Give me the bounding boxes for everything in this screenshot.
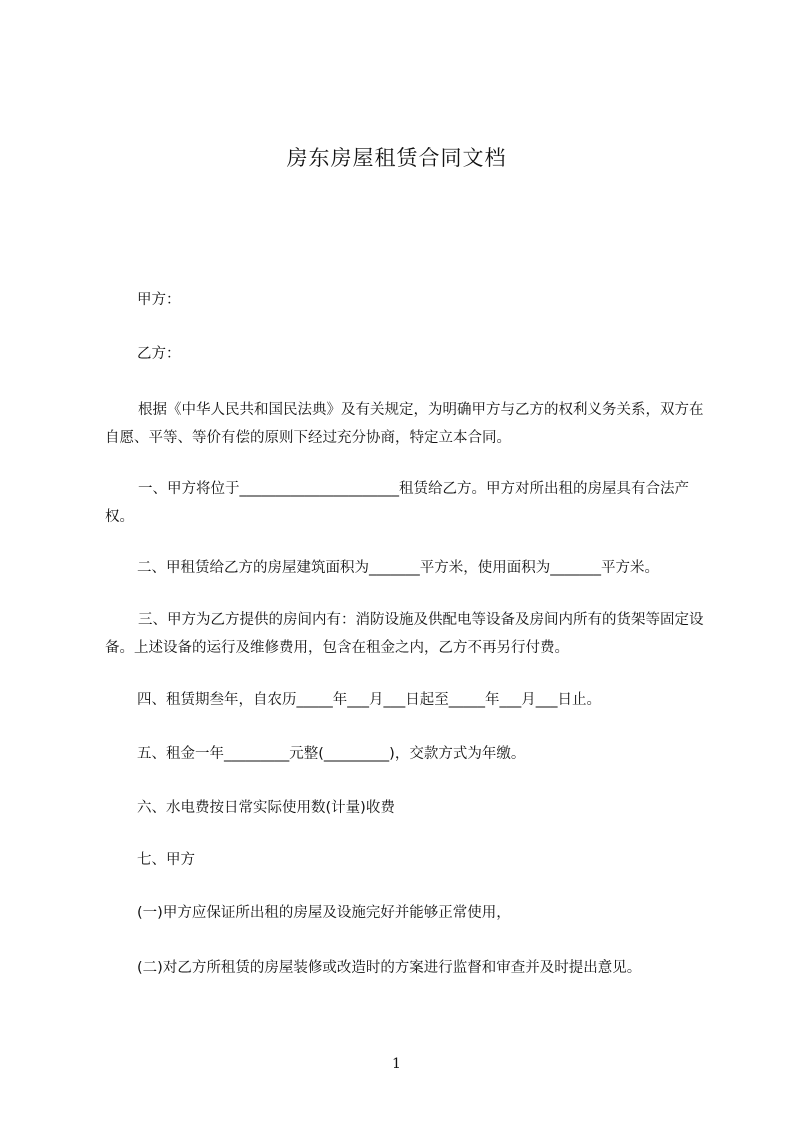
preamble-paragraph: 根据《中华人民共和国民法典》及有关规定，为明确甲方与乙方的权利义务关系，双方在自愿、平等、等价有偿的原则下经过充分协商，特定立本合同。: [105, 402, 704, 446]
clause-4-paragraph: 四、租赁期叁年，自农历_____年___月___日起至_____年___月___日止。: [137, 692, 601, 708]
clause-7-heading: 七、甲方: [137, 852, 195, 868]
clause-2-paragraph: 二、甲租赁给乙方的房屋建筑面积为_______平方米，使用面积为_______平方米。: [137, 560, 659, 576]
party-a-label: 甲方：: [137, 292, 181, 308]
clause-7-item-2: (二)对乙方所租赁的房屋装修或改造时的方案进行监督和审查并及时提出意见。: [137, 960, 642, 976]
clause-3-paragraph: 三、甲方为乙方提供的房间内有：消防设施及供配电等设备及房间内所有的货架等固定设备。上述设备的运行及维修费用，包含在租金之内，乙方不再另行付费。: [105, 612, 704, 656]
clause-1-paragraph: 一、甲方将位于______________________租赁给乙方。甲方对所出租的房屋具有合法产权。: [105, 481, 689, 525]
clause-6-paragraph: 六、水电费按日常实际使用数(计量)收费: [137, 800, 395, 816]
document-title: 房东房屋租赁合同文档: [286, 146, 507, 170]
party-b-label: 乙方：: [137, 346, 181, 362]
clause-5-paragraph: 五、租金一年_________元整(_________)，交款方式为年缴。: [137, 746, 526, 762]
page-number: 1: [392, 1056, 401, 1072]
clause-7-item-1: (一)甲方应保证所出租的房屋及设施完好并能够正常使用，: [137, 905, 511, 921]
